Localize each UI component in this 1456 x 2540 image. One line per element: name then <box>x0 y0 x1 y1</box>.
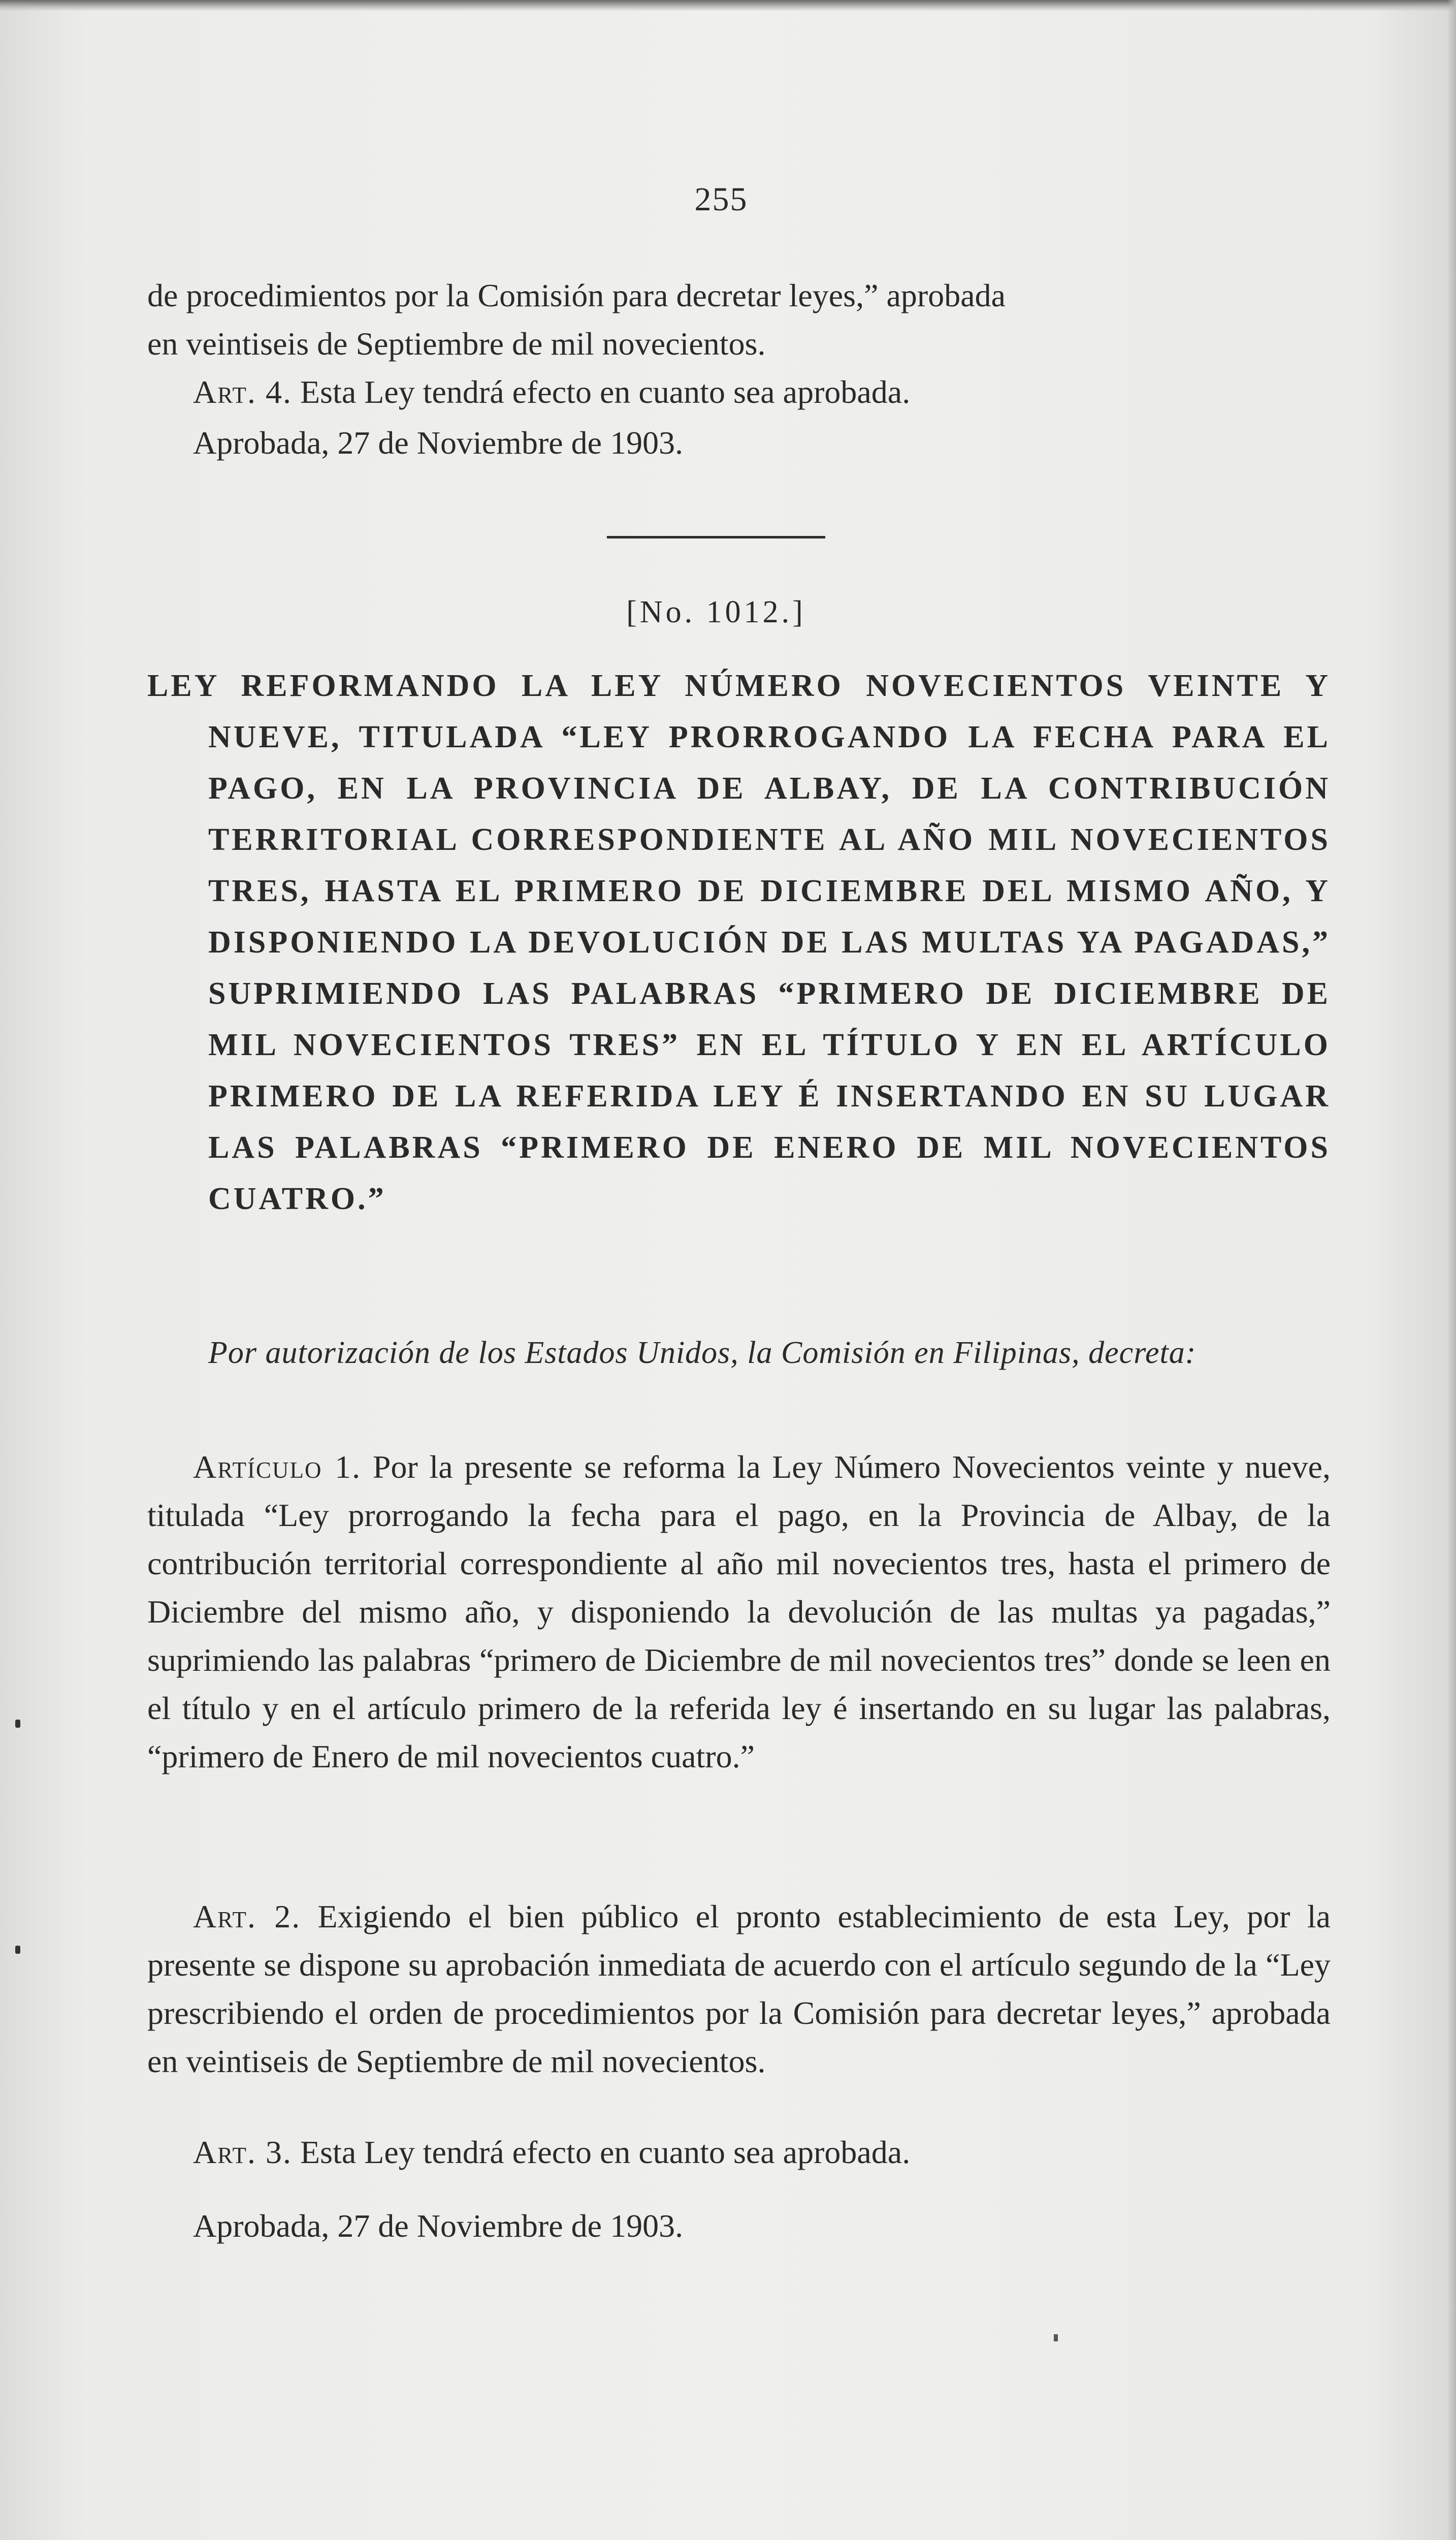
enacting-clause: Por autorización de los Estados Unidos, la Comisión en Filipinas, decreta: <box>208 1336 1196 1370</box>
intro-approved-date: Aprobada, 27 de Noviembre de 1903. <box>193 425 684 461</box>
article-2-text: Exigiendo el bien público el pronto establecimiento de esta Ley, por la presente se dispone su aprobación inmediata de acuerdo con el artículo segundo de la “Ley prescribiendo el orden de procedimientos por la Comisión para decretar leyes,” aprobada en veintiseis de Septiembre de mil novecientos. <box>147 1898 1331 2079</box>
article-1 <box>147 1443 1331 1781</box>
page-right-edge-shadow <box>1447 0 1456 2540</box>
intro-line-2: en veintiseis de Septiembre de mil novecientos. <box>147 326 766 362</box>
article-1-text: Por la presente se reforma la Ley Número Novecientos veinte y nueve, titulada “Ley prorrogando la fecha para el pago, en la Provincia de Albay, de la contribución territorial correspondiente al año mil novecientos tres, hasta el primero de Diciembre del mismo año, y disponiendo la devolución de las multas ya pagadas,” suprimiendo las palabras “primero de Diciembre de mil novecientos tres” donde se leen en el título y en el artículo primero de la referida ley é insertando en su lugar las palabras, “primero de Enero de mil novecientos cuatro.” <box>147 1449 1331 1774</box>
section-divider-rule <box>607 536 825 538</box>
margin-speck <box>15 1720 20 1728</box>
article-2-label: Art. 2. <box>193 1898 301 1934</box>
article-3-text: Esta Ley tendrá efecto en cuanto sea aprobada. <box>300 2134 911 2170</box>
page-number: 255 <box>694 181 748 218</box>
law-number: [No. 1012.] <box>626 595 806 629</box>
page-top-edge-shadow <box>0 0 1456 11</box>
page-speck <box>1054 2334 1058 2341</box>
approved-date: Aprobada, 27 de Noviembre de 1903. <box>193 2208 684 2244</box>
article-3 <box>193 2134 910 2171</box>
law-title-first-word: LEY <box>147 669 219 703</box>
intro-line-1: de procedimientos por la Comisión para decretar leyes,” aprobada <box>147 277 1006 313</box>
margin-speck <box>15 1946 20 1954</box>
law-title <box>147 660 1331 1225</box>
article-3-label: Art. 3. <box>193 2134 293 2170</box>
law-title-text: REFORMANDO LA LEY NÚMERO NOVECIENTOS VEINTE Y NUEVE, TITULADA “LEY PRORROGANDO LA FECHA PARA EL PAGO, EN LA PROVINCIA DE ALBAY, DE LA CONTRIBUCIÓN TERRITORIAL CORRESPONDIENTE AL AÑO MIL NOVECIENTOS TRES, HASTA EL PRIMERO DE DICIEMBRE DEL MISMO AÑO, Y DISPONIENDO LA DEVOLUCIÓN DE LAS MULTAS YA PAGADAS,” SUPRIMIENDO LAS PALABRAS “PRIMERO DE DICIEMBRE DE MIL NOVECIENTOS TRES” EN EL TÍTULO Y EN EL ARTÍCULO PRIMERO DE LA REFERIDA LEY É INSERTANDO EN SU LUGAR LAS PALABRAS “PRIMERO DE ENERO DE MIL NOVECIENTOS CUATRO.” <box>208 669 1331 1216</box>
intro-article-4 <box>193 373 910 411</box>
article-4-text: Esta Ley tendrá efecto en cuanto sea aprobada. <box>300 374 911 410</box>
article-1-label: Artículo 1. <box>193 1449 362 1485</box>
article-4-label: Art. 4. <box>193 374 293 410</box>
article-2 <box>147 1892 1331 2085</box>
